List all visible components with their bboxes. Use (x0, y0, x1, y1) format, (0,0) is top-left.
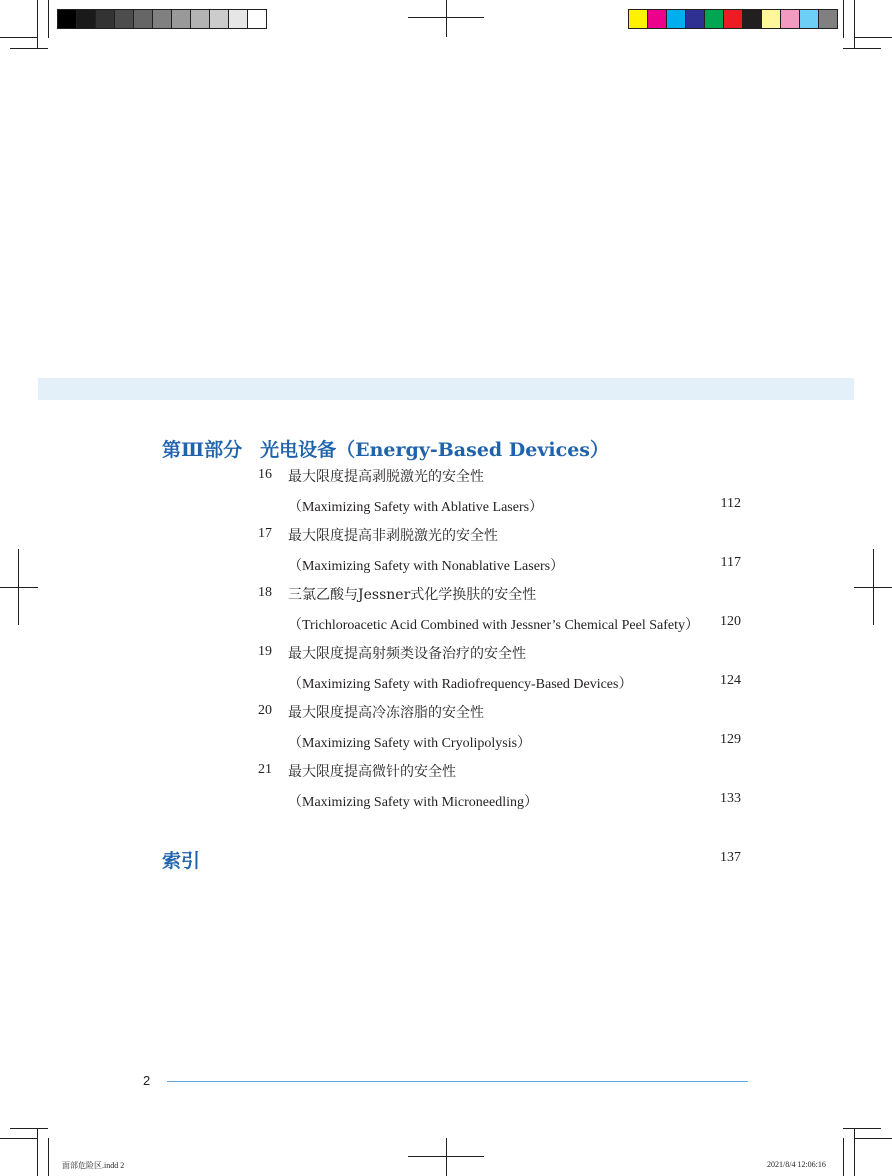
part-heading (162, 435, 609, 462)
index-title: 索引 (162, 850, 201, 872)
process-color-bar (628, 9, 838, 29)
color-swatch (210, 10, 229, 28)
entry-number: 18 (258, 585, 272, 600)
part-title: 光电设备（Energy-Based Devices） (260, 439, 609, 461)
index-page-number: 137 (720, 850, 741, 865)
color-swatch (648, 10, 667, 28)
entry-page-number: 117 (720, 555, 741, 570)
part-label: 第Ⅲ部分 (162, 439, 243, 461)
color-swatch (115, 10, 134, 28)
color-swatch (629, 10, 648, 28)
color-swatch (134, 10, 153, 28)
color-swatch (724, 10, 743, 28)
slug-timestamp: 2021/8/4 12:06:16 (767, 1160, 826, 1169)
entry-page-number: 133 (720, 791, 741, 806)
color-swatch (153, 10, 172, 28)
slug-file-name: 面部危险区.indd 2 (62, 1161, 125, 1170)
entry-page-number: 129 (720, 732, 741, 747)
entry-chinese-title: 最大限度提高非剥脱激光的安全性 (288, 528, 498, 544)
entry-chinese-title: 三氯乙酸与Jessner式化学换肤的安全性 (288, 587, 537, 603)
entry-english-title: （Maximizing Safety with Ablative Lasers） (288, 500, 544, 515)
color-swatch (229, 10, 248, 28)
color-swatch (58, 10, 77, 28)
grayscale-color-bar (57, 9, 267, 29)
color-swatch (762, 10, 781, 28)
color-swatch (248, 10, 266, 28)
entry-english-title: （Maximizing Safety with Microneedling） (288, 795, 539, 810)
entry-page-number: 124 (720, 673, 741, 688)
entry-page-number: 112 (720, 496, 741, 511)
entry-number: 16 (258, 467, 272, 482)
entry-english-title: （Trichloroacetic Acid Combined with Jessner’s Chemical Peel Safety） (288, 618, 699, 633)
color-swatch (819, 10, 837, 28)
color-swatch (781, 10, 800, 28)
header-band (38, 378, 854, 400)
entry-number: 20 (258, 703, 272, 718)
entry-english-title: （Maximizing Safety with Nonablative Lasers） (288, 559, 565, 574)
page-folio: 2 (143, 1073, 151, 1088)
entry-english-title: （Maximizing Safety with Cryolipolysis） (288, 736, 532, 751)
entry-chinese-title: 最大限度提高微针的安全性 (288, 764, 456, 780)
color-swatch (800, 10, 819, 28)
entry-page-number: 120 (720, 614, 741, 629)
entry-number: 17 (258, 526, 272, 541)
entry-chinese-title: 最大限度提高射频类设备治疗的安全性 (288, 646, 526, 662)
color-swatch (686, 10, 705, 28)
color-swatch (743, 10, 762, 28)
color-swatch (667, 10, 686, 28)
entry-english-title: （Maximizing Safety with Radiofrequency-Based Devices） (288, 677, 633, 692)
entry-number: 19 (258, 644, 272, 659)
entry-number: 21 (258, 762, 272, 777)
footer-rule (167, 1081, 748, 1082)
entry-chinese-title: 最大限度提高剥脱激光的安全性 (288, 469, 484, 485)
color-swatch (172, 10, 191, 28)
color-swatch (77, 10, 96, 28)
color-swatch (705, 10, 724, 28)
color-swatch (96, 10, 115, 28)
entry-chinese-title: 最大限度提高冷冻溶脂的安全性 (288, 705, 484, 721)
color-swatch (191, 10, 210, 28)
